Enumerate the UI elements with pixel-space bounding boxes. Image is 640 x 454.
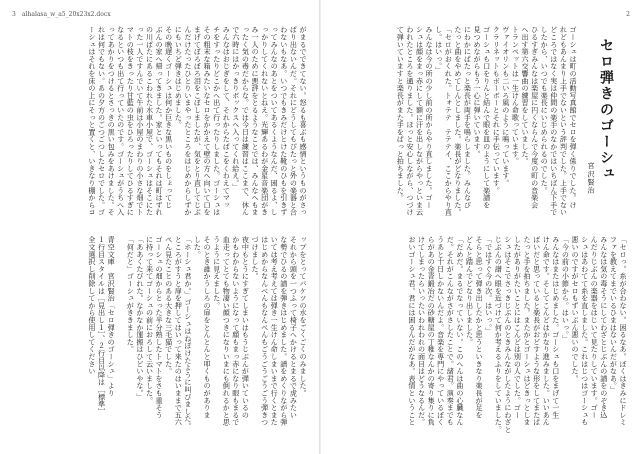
left-page-bottom-text: ップをとってバケツの水をごくごくのみました。 それから頭を一つふって椅子へかけるとまるで虎みたい な勢でひるの譜を弾きはじめました。譜をめくりながら弾 いては考え考えては弾き一生けん命しまいまで行くとまた はじめからなんべんもなんべんもごうごうごうごう弾きつ づけました。 夜中もとうにすぎてしまいはもうじぶんが弾いているの かもわからないようになって顔もまっ赤になり眼もまるで 血走ってとても物凄い顔つきになりいまにも倒れるかと思 うように見えました。 そのとき誰かうしろの扉をとんとんと叩くものがありま した。 「ホーシュ君か。」ゴーシュはねぼけたように叫びました。 ところがすうと扉を押してはいって来たのはいままで五六 ぺん見たことのある大きな三毛猫でした。 ゴーシュの畑からとった半分熟したトマトをさも重そう に持って来てゴーシュの前におろして云いました。 「ああくたびれた。なかなか運搬はひどいやな。」 「何だと」ゴーシュがききました。 青空文庫 宮沢賢治「セロ弾きのゴーシュ」より １行目スタイルは［見出し１］、２行目以降は［標準］ 全文選択し削除してから使用してください <box>87 236 308 430</box>
story-title: セロ弾きのゴーシュ <box>598 38 614 182</box>
right-page-number: 2 <box>626 11 630 18</box>
left-page-top-text: がまるでできてない。怒るも喜ぶも感情というものがさっ ぱり出ないんだ。それにどうしてもぴたっと外の楽器と合 わないもなあ。いつでもきみだけとけた靴のひもを引きず ってみんなのあとをついてあるくようなんだ、困るよ、し っかりしてくれないとねえ。光輝あるわが金星音楽団がき み一人のために悪評をとるようなことでは、みんなへもま ったく気の毒だからな。では今日は練習はここまで、休ん で六時にはかっきりボックスへ入ってくれ給え。」 みんなはおじぎをして、それからたばこをくわえてマッ チをすったりどこかへ出て行ったりしました。ゴーシュは その粗末な箱みたいなセロをかかえて壁の方へ向いて口を まげてぼろぼろ泪をこぼしましたが、気をとり直してじぶ んだけたったひとりいまやったところをはじめからしずか にもいちど弾きはじめました。 その晩遅くゴーシュは何か巨きな黒いものをしょってじ ぶんの家へ帰ってきました。家といってもそれは町はずれ の川ばたにあるこわれた水車小屋で、ゴーシュはそこにた った一人ですんでいて午前は小屋のまわりの小さな畑でト マトの枝をきったり甘藍の虫をひろったりしてひるすぎに なるといつも出て行っていたのです。ゴーシュがうちへ入 ってあかりをつけるとさっきの黒い包みをあけました。そ れは何でもない。あの夕方のごつごつしたセロでした。ゴ ーシュはそれを床の上にそっと置くと、いきなり棚からコ <box>87 26 308 216</box>
author-name: 宮沢賢治 <box>587 162 596 195</box>
left-page-number: 3 <box>12 11 16 18</box>
right-page-top-text: ゴーシュは町の活動写真館でセロを弾く係りでした。け れどもあんまり上手でないという評判でした。上手でない どころではなく実は仲間の楽手のなかではいちばん下手で したから、いつでも楽長にいじめられるのでした。 ひるすぎみんなは楽屋に円くならんで今度の町の音楽会 へ出す第六交響曲の練習をしていました。 トランペットは一生けん命歌っています。 ヴァイオリンも二いろ風のように鳴っています。 クラリネットもボーボーとそれに手伝っています。 ゴーシュも口をりんと結んで眼を皿のようにして楽譜を 見つめながらもう一心に弾いています。 にわかにぱたっと楽長が両手を鳴らしました。みんなぴ たっと曲をやめてしんとしました。楽長がどなりました。 「セロがおくれた。トォテテ テテテイ、ここからやり直 し。はいっ。」 みんなは今の所の少し前の所からやり直しました。ゴー シュは顔をまっ赤にして額に汗を出しながらやっといま云 われたところを通りました。ほっと安心しながら、つづけ て弾いていますと楽長がまた手をぱっと拍ちました。 <box>396 26 578 216</box>
right-page <box>320 0 640 454</box>
right-page-bottom-text: 「セロっ。糸が合わない。困るなあ。ぼくはきみにドレミ ファを教えてまでいるひまはないんだがなあ。」 みんなは気の毒そうにしてわざとじぶんの譜をのぞき込 んだりじぶんの楽器をはじいて見たりしています。ゴー シュはあわてて糸を直しました。これはじつはゴーシュも 悪いのですがセロもずいぶん悪いのでした。 「今の前の小節から。はいっ。」 みんなはまたはじめました。ゴーシュも口をまげて一生 けん命です。そしてこんどはかなり進みました。いいあん ばいだと思っていると楽長がおどすような形をしてまたぱ たっと手を拍ちました。またかとゴーシュはどきっとしま したがありがたいことにはこんどは別の人でした。ゴー シュはそこでさっきじぶんのときみんながしたようにわざと じぶんの譜へ眼を近づけて何か考えるふりをしていました。 「ではすぐ今の次。はいっ。」 そらと思って弾き出したかと思うといきなり楽長が足を どんと踏んでどなり出しました。 「だめだ。まるでなっていない。このへんは曲の心臓なん だ。それがこんながさがさしたことで。諸君。演奏までも うあと十日しかないんだよ。音楽を専門にやっているぼく らがあの金沓鍛冶だの砂糖屋の丁稚なんかの寄り集りに負 けてしまったらいったいわれわれの面目はどうなるんだ。 おいゴーシュ君。君には困るんだがなあ。表情ということ <box>407 236 628 434</box>
document-filename: alhalasa_w_a5_20x23x2.docx <box>22 11 111 18</box>
